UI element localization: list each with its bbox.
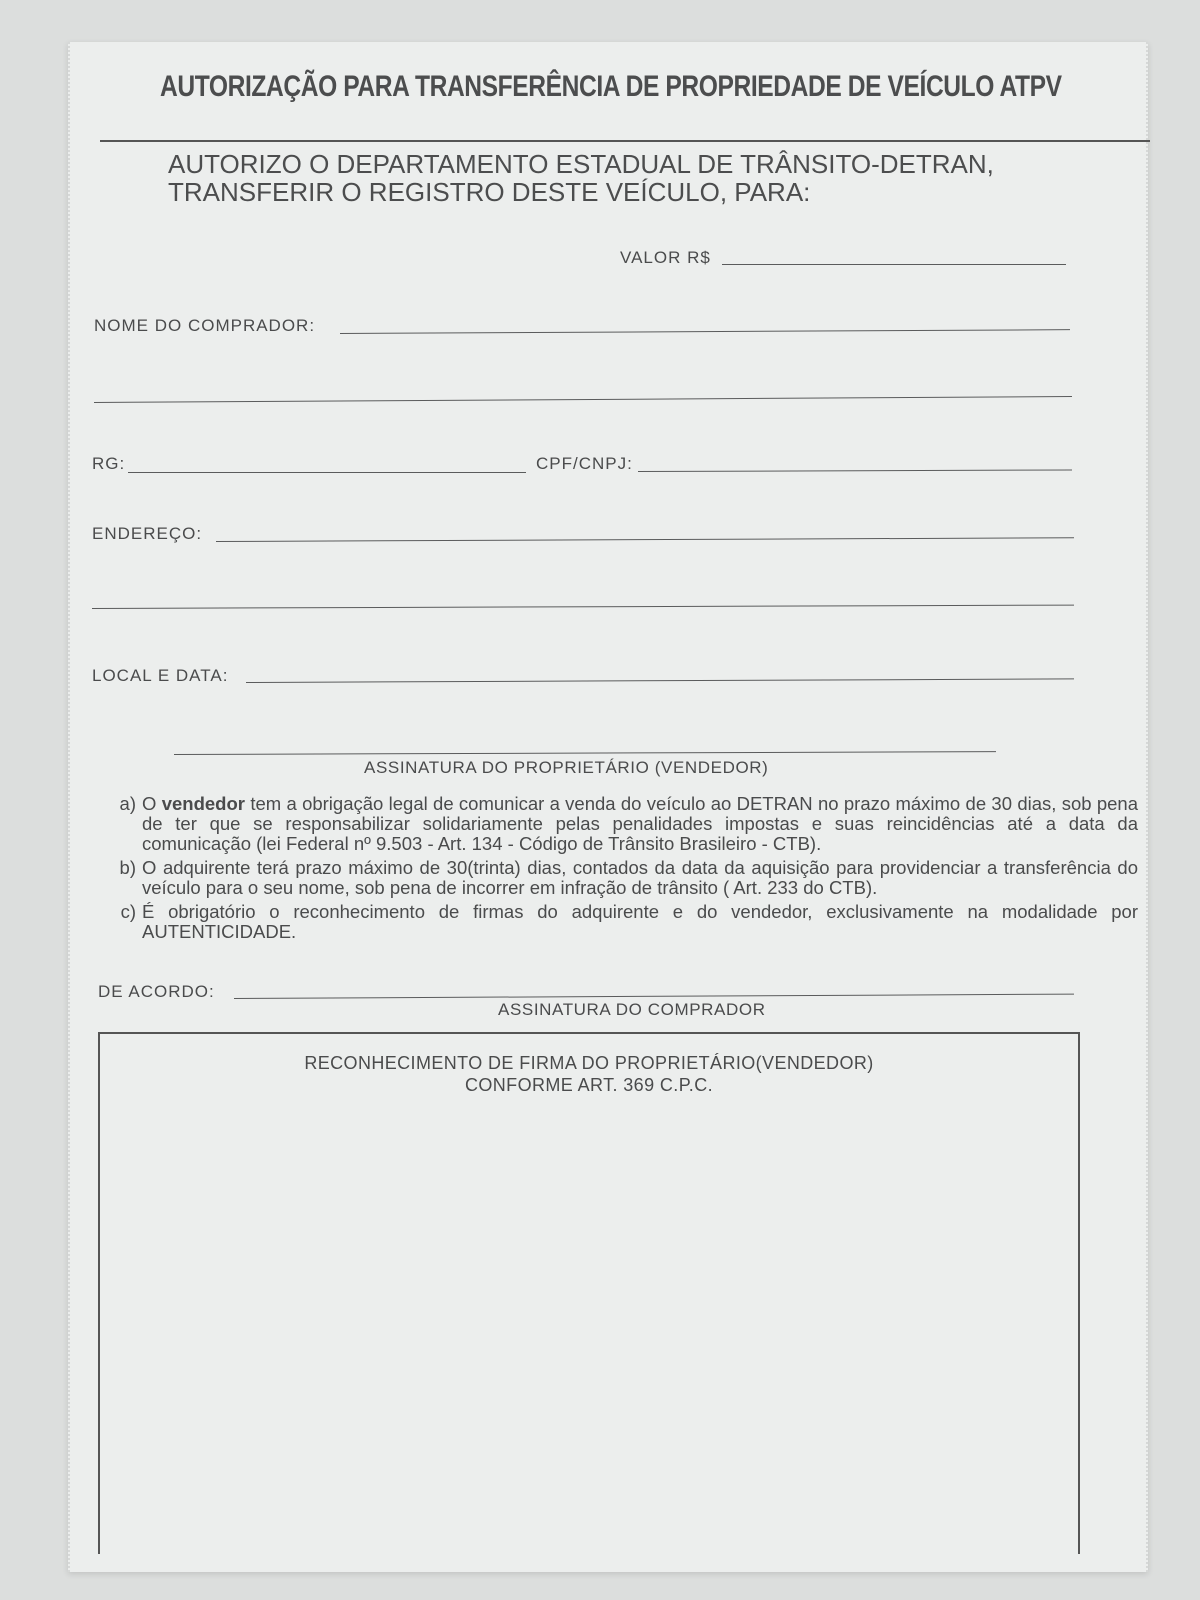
valor-label: VALOR R$: [620, 248, 711, 267]
clause-a-rest: tem a obrigação legal de comunicar a venda do veículo ao DETRAN no prazo máximo de 30 dias, sob pena de ter que se responsabilizar solidariamente pelas penalidades impostas e suas reincidências até a data da comunicação (lei Federal nº 9.503 - Art. 134 - Código de Trânsito Brasileiro - CTB).: [142, 793, 1139, 854]
title-underline: [100, 140, 1150, 142]
vendedor-signature-line[interactable]: [174, 751, 996, 755]
clause-c: [108, 902, 1138, 942]
nome-comprador-input-line-2[interactable]: [94, 396, 1072, 403]
cpf-cnpj-label: CPF/CNPJ:: [536, 454, 633, 473]
comprador-signature-line[interactable]: [234, 994, 1074, 999]
de-acordo-label: DE ACORDO:: [98, 982, 215, 1001]
firma-box-title: [100, 1052, 1078, 1096]
local-data-label: LOCAL E DATA:: [92, 666, 229, 685]
atpv-form-sheet: [68, 42, 1148, 1572]
intro-text: [168, 150, 994, 206]
clause-b: [108, 858, 1138, 898]
form-title: AUTORIZAÇÃO PARA TRANSFERÊNCIA DE PROPRIEDADE DE VEÍCULO ATPV: [160, 70, 1062, 103]
clause-text: [142, 794, 1138, 854]
endereco-input-line[interactable]: [216, 537, 1074, 542]
valor-input-line[interactable]: [722, 264, 1066, 265]
vendedor-signature-caption: ASSINATURA DO PROPRIETÁRIO (VENDEDOR): [364, 758, 769, 777]
clause-text: É obrigatório o reconhecimento de firmas do adquirente e do vendedor, exclusivamente na modalidade por AUTENTICIDADE.: [142, 901, 1138, 942]
clause-a-lead: O: [142, 793, 162, 814]
nome-comprador-input-line[interactable]: [340, 329, 1070, 334]
clause-a: [108, 794, 1138, 854]
firma-box-line-1: RECONHECIMENTO DE FIRMA DO PROPRIETÁRIO(VENDEDOR): [304, 1053, 874, 1073]
local-data-input-line[interactable]: [246, 678, 1074, 683]
clauses-list: [108, 794, 1138, 946]
rg-label: RG:: [92, 454, 126, 473]
clause-letter: b): [119, 857, 136, 878]
clause-text: O adquirente terá prazo máximo de 30(trinta) dias, contados da data da aquisição para providenciar a transferência do veículo para o seu nome, sob pena de incorrer em infração de trânsito ( Art. 233 do CTB).: [142, 857, 1138, 898]
clause-letter: c): [120, 901, 136, 922]
cpf-cnpj-input-line[interactable]: [638, 469, 1072, 472]
reconhecimento-firma-box: [98, 1032, 1080, 1554]
clause-letter: a): [119, 793, 136, 814]
rg-input-line[interactable]: [128, 472, 526, 473]
intro-line-1: AUTORIZO O DEPARTAMENTO ESTADUAL DE TRÂNSITO-DETRAN,: [168, 149, 994, 179]
intro-line-2: TRANSFERIR O REGISTRO DESTE VEÍCULO, PARA:: [168, 177, 811, 207]
firma-box-line-2: CONFORME ART. 369 C.P.C.: [464, 1075, 713, 1095]
clause-a-bold: vendedor: [161, 793, 245, 814]
endereco-input-line-2[interactable]: [92, 605, 1074, 609]
endereco-label: ENDEREÇO:: [92, 524, 203, 543]
comprador-signature-caption: ASSINATURA DO COMPRADOR: [498, 1000, 766, 1019]
nome-comprador-label: NOME DO COMPRADOR:: [94, 316, 316, 335]
